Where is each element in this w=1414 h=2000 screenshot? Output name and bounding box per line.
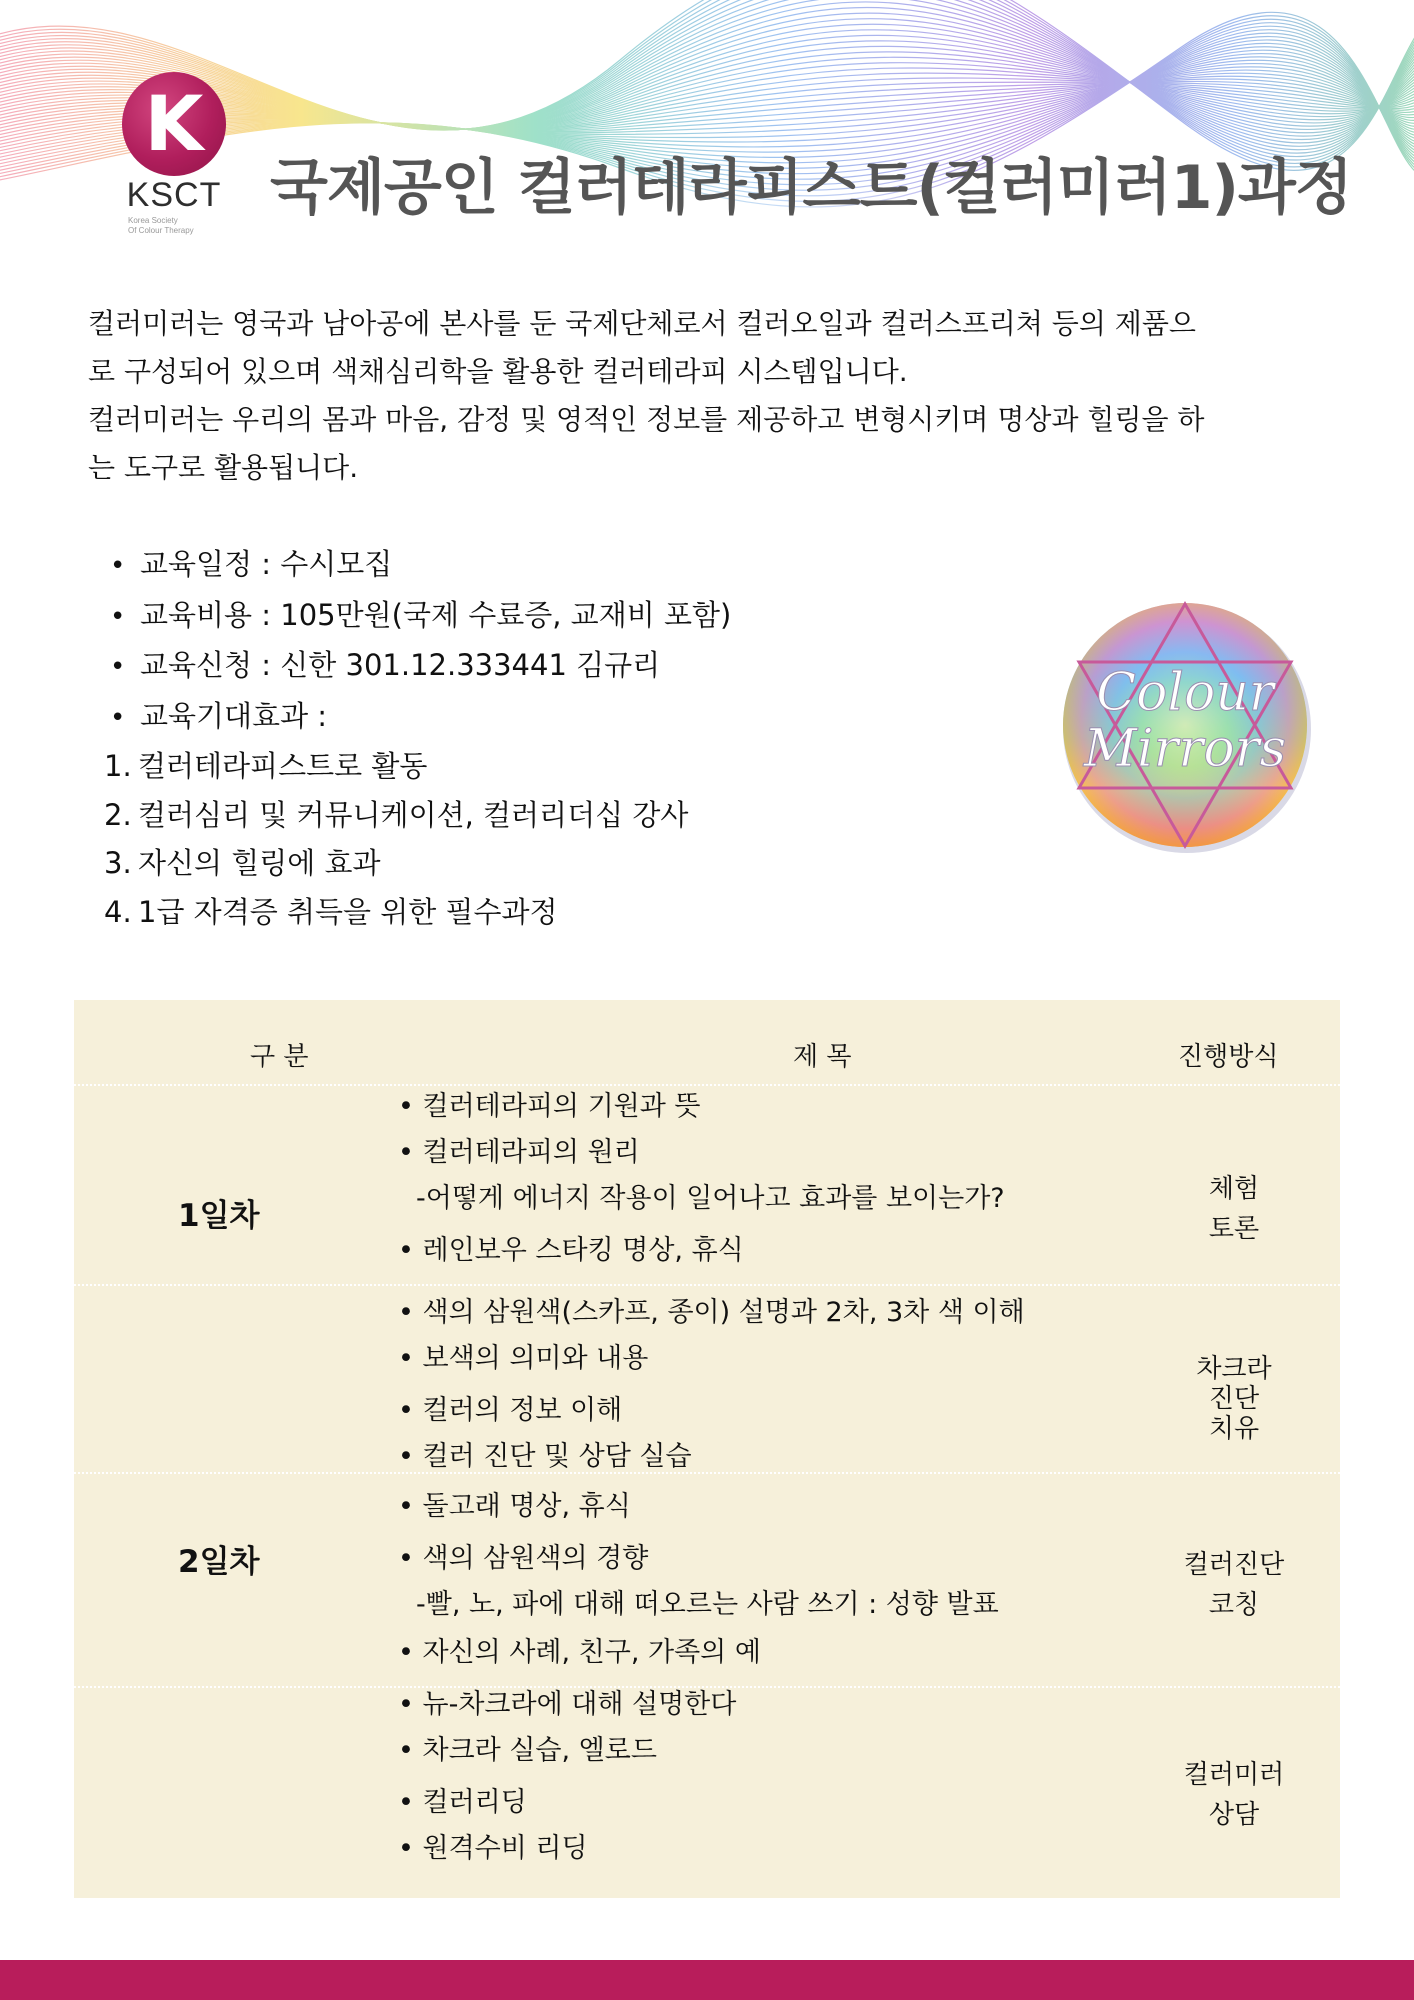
info-item: [104, 641, 1004, 692]
course-info: [104, 540, 1004, 936]
benefit-number: 2.: [104, 797, 132, 832]
table-row-line: • 원격수비 리딩: [398, 1833, 588, 1864]
table-row-line: -어떻게 에너지 작용이 일어나고 효과를 보이는가?: [416, 1183, 1005, 1214]
table-row-line: • 돌고래 명상, 휴식: [398, 1491, 631, 1522]
row-divider: [74, 1472, 1340, 1474]
benefit-item: [104, 839, 1004, 888]
method-text: 컬러진단: [1183, 1550, 1285, 1580]
intro-line: 컬러미러는 영국과 남아공에 본사를 둔 국제단체로서 컬러오일과 컬러스프리쳐 등의 제품으: [88, 307, 1196, 340]
bullet-icon: •: [110, 652, 126, 682]
table-row-line: • 컬러테라피의 기원과 뜻: [398, 1091, 701, 1122]
table-row-line: • 차크라 실습, 엘로드: [398, 1735, 657, 1766]
info-text: 교육비용 : 105만원(국제 수료증, 교재비 포함): [140, 597, 732, 632]
bullet-icon: •: [110, 551, 126, 581]
method-text: 코칭: [1208, 1590, 1260, 1620]
bullet-icon: •: [110, 601, 126, 632]
table-row-line: • 컬러리딩: [398, 1787, 527, 1818]
benefit-text: 1급 자격증 취득을 위한 필수과정: [138, 894, 558, 929]
table-row-line: • 컬러의 정보 이해: [398, 1395, 623, 1426]
benefit-text: 컬러테라피스트로 활동: [138, 749, 428, 783]
benefit-number: 3.: [104, 846, 132, 880]
cm-text-line2: Mirrors: [1083, 719, 1287, 779]
benefit-number: 1.: [104, 749, 132, 783]
table-row-line: • 레인보우 스타킹 명상, 휴식: [398, 1235, 744, 1266]
ksct-logo: [118, 72, 238, 242]
table-row-line: • 보색의 의미와 내용: [398, 1343, 649, 1374]
logo-sub-line: Of Colour Therapy: [128, 226, 194, 235]
intro-line: 는 도구로 활용됩니다.: [88, 451, 359, 484]
method-text: 차크라: [1196, 1354, 1272, 1384]
benefit-item: [104, 742, 1004, 791]
day-label-2: 2일차: [178, 1544, 260, 1580]
page-title: 국제공인 컬러테라피스트(컬러미러1)과정: [270, 153, 1352, 223]
cm-text-line1: Colour: [1096, 663, 1274, 723]
table-row-line: -빨, 노, 파에 대해 떠오르는 사람 쓰기 : 성향 발표: [416, 1589, 999, 1620]
bullet-icon: •: [110, 702, 126, 733]
method-text: 치유: [1208, 1414, 1260, 1444]
table-row-line: • 컬러 진단 및 상담 실습: [398, 1441, 692, 1472]
method-text: 토론: [1208, 1214, 1260, 1244]
method-text: 컬러미러: [1183, 1760, 1285, 1790]
info-text: 교육일정 : 수시모집: [140, 547, 393, 581]
benefit-text: 컬러심리 및 커뮤니케이션, 컬러리더십 강사: [138, 797, 689, 832]
table-row-line: • 뉴-차크라에 대해 설명한다: [398, 1689, 737, 1720]
method-text: 상담: [1208, 1800, 1260, 1830]
table-header-title: 제 목: [793, 1042, 852, 1072]
method-text: 진단: [1208, 1384, 1260, 1414]
footer-bar: [0, 1960, 1414, 2000]
benefit-item: [104, 888, 1004, 937]
intro-line: 로 구성되어 있으며 색채심리학을 활용한 컬러테라피 시스템입니다.: [88, 355, 908, 388]
day-label-1: 1일차: [178, 1198, 260, 1234]
table-row-line: • 색의 삼원색(스카프, 종이) 설명과 2차, 3차 색 이해: [398, 1297, 1025, 1328]
row-divider: [74, 1284, 1340, 1286]
info-item: [104, 591, 1004, 642]
colour-mirrors-logo: [1058, 598, 1316, 856]
table-row-line: • 컬러테라피의 원리: [398, 1137, 640, 1168]
table-row-line: • 자신의 사례, 친구, 가족의 예: [398, 1637, 761, 1668]
table-header-method: 진행방식: [1178, 1042, 1279, 1072]
info-text: 교육기대효과 :: [140, 698, 328, 733]
method-text: 체험: [1208, 1174, 1260, 1204]
logo-name: KSCT: [126, 176, 222, 214]
benefit-text: 자신의 힐링에 효과: [138, 846, 381, 880]
row-divider: [74, 1084, 1340, 1086]
logo-sub-line: Korea Society: [128, 216, 178, 225]
intro-line: 컬러미러는 우리의 몸과 마음, 감정 및 영적인 정보를 제공하고 변형시키며 명상과 힐링을 하: [88, 403, 1205, 436]
info-item: [104, 540, 1004, 591]
info-item: [104, 692, 1004, 743]
table-row-line: • 색의 삼원색의 경향: [398, 1543, 649, 1574]
benefit-item: [104, 791, 1004, 840]
table-header-category: 구 분: [250, 1042, 309, 1072]
logo-letter: K: [144, 79, 204, 168]
benefit-number: 4.: [104, 894, 132, 929]
intro-paragraph: [88, 300, 1338, 492]
info-text: 교육신청 : 신한 301.12.333441 김규리: [140, 648, 661, 682]
logo-subtitle: [128, 216, 238, 236]
